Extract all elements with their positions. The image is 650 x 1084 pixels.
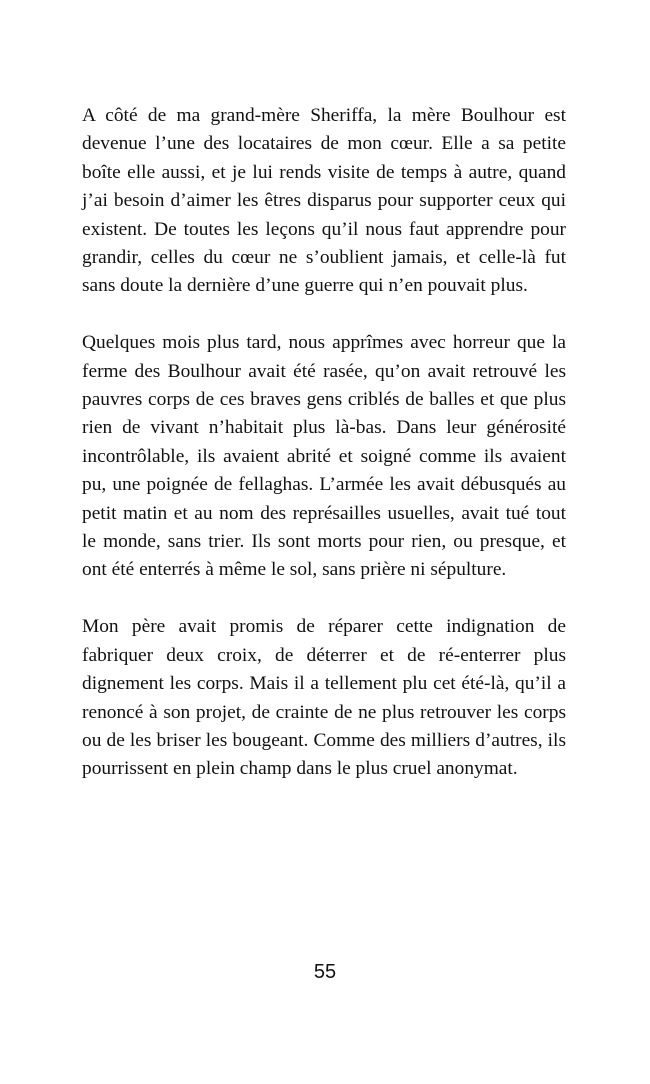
- page-number: 55: [313, 961, 337, 983]
- paragraph-1: A côté de ma grand-mère Sheriffa, la mère Boulhour est devenue l’une des locataires de mon cœur. Elle a sa petite boîte elle aussi, et je lui rends visite de temps à autre, quand j’ai besoin d’aimer les êtres disparus pour supporter ceux qui existent. De toutes les leçons qu’il nous faut apprendre pour grandir, celles du cœur ne s’oublient jamais, et celle-là fut sans doute la dernière d’une guerre qui n’en pouvait plus.: [82, 105, 566, 297]
- body-text: [82, 102, 566, 812]
- paragraph-2: Quelques mois plus tard, nous apprîmes avec horreur que la ferme des Boulhour avait été rasée, qu’on avait retrouvé les pauvres corps de ces braves gens criblés de balles et que plus rien de vivant n’habitait plus là-bas. Dans leur générosité incontrôlable, ils avaient abrité et soigné comme ils avaient pu, une poignée de fellaghas. L’armée les avait débusqués au petit matin et au nom des représailles usuelles, avait tué tout le monde, sans trier. Ils sont morts pour rien, ou presque, et ont été enterrés à même le sol, sans prière ni sépulture.: [82, 332, 566, 581]
- paragraph-3: Mon père avait promis de réparer cette indignation de fabriquer deux croix, de déterrer et de ré-enterrer plus dignement les corps. Mais il a tellement plu cet été-là, qu’il a renoncé à son projet, de crainte de ne plus retrouver les corps ou de les briser les bougeant. Comme des milliers d’autres, ils pourrissent en plein champ dans le plus cruel anonymat.: [82, 616, 566, 780]
